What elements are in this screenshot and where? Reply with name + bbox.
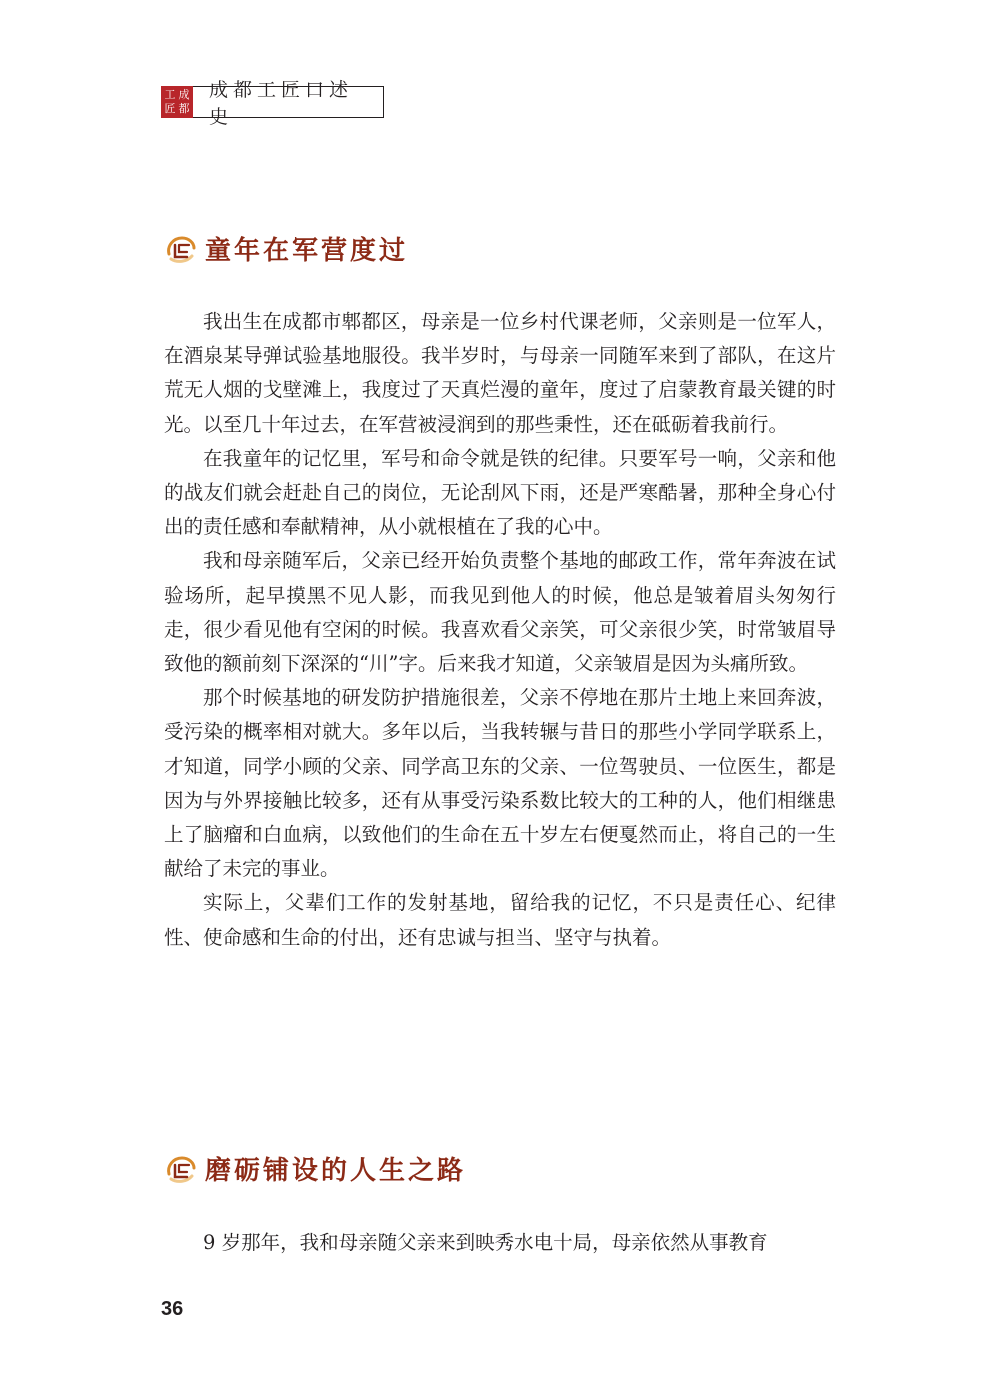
paragraph: 9 岁那年，我和母亲随父亲来到映秀水电十局，母亲依然从事教育 xyxy=(203,1231,768,1254)
craftsman-emblem-icon xyxy=(163,1152,197,1186)
paragraph: 在我童年的记忆里，军号和命令就是铁的纪律。只要军号一响，父亲和他的战友们就会赶赴自己的岗位，无论刮风下雨，还是严寒酷暑，那种全身心付出的责任感和奉献精神，从小就根植在了我的心中。 xyxy=(164,446,836,539)
seal-char: 工 xyxy=(164,88,176,101)
paragraph: 我出生在成都市郫都区，母亲是一位乡村代课老师，父亲则是一位军人，在酒泉某导弹试验基地服役。我半岁时，与母亲一同随军来到了部队，在这片荒无人烟的戈壁滩上，我度过了天真烂漫的童年，度过了启蒙教育最关键的时光。以至几十年过去，在军营被浸润到的那些秉性，还在砥砺着我前行。 xyxy=(164,310,836,436)
section-title: 童年在军营度过 xyxy=(205,236,409,266)
section-heading-2 xyxy=(163,1150,466,1187)
seal-logo xyxy=(161,86,193,118)
paragraph: 实际上，父辈们工作的发射基地，留给我的记忆，不只是责任心、纪律性、使命感和生命的付出，还有忠诚与担当、坚守与执着。 xyxy=(164,891,836,949)
page-number: 36 xyxy=(161,1298,184,1320)
book-title: 成都工匠口述史 xyxy=(193,86,384,118)
seal-char: 都 xyxy=(178,102,190,115)
craftsman-emblem-icon xyxy=(163,232,197,266)
seal-char: 匠 xyxy=(164,102,176,115)
section-heading-1 xyxy=(163,230,408,267)
section-body-1 xyxy=(164,305,836,955)
paragraph: 那个时候基地的研发防护措施很差，父亲不停地在那片土地上来回奔波，受污染的概率相对就大。多年以后，当我转辗与昔日的那些小学同学联系上，才知道，同学小顾的父亲、同学高卫东的父亲、一位驾驶员、一位医生，都是因为与外界接触比较多，还有从事受污染系数比较大的工种的人，他们相继患上了脑瘤和白血病，以致他们的生命在五十岁左右便戛然而止，将自己的一生献给了未完的事业。 xyxy=(164,686,836,881)
section-body-2 xyxy=(164,1226,836,1260)
running-header xyxy=(161,79,384,128)
section-title: 磨砺铺设的人生之路 xyxy=(205,1156,467,1186)
paragraph: 我和母亲随军后，父亲已经开始负责整个基地的邮政工作，常年奔波在试验场所，起早摸黑不见人影，而我见到他人的时候，他总是皱着眉头匆匆行走，很少看见他有空闲的时候。我喜欢看父亲笑，可父亲很少笑，时常皱眉导致他的额前刻下深深的“川”字。后来我才知道，父亲皱眉是因为头痛所致。 xyxy=(164,549,836,676)
seal-char: 成 xyxy=(178,88,190,101)
